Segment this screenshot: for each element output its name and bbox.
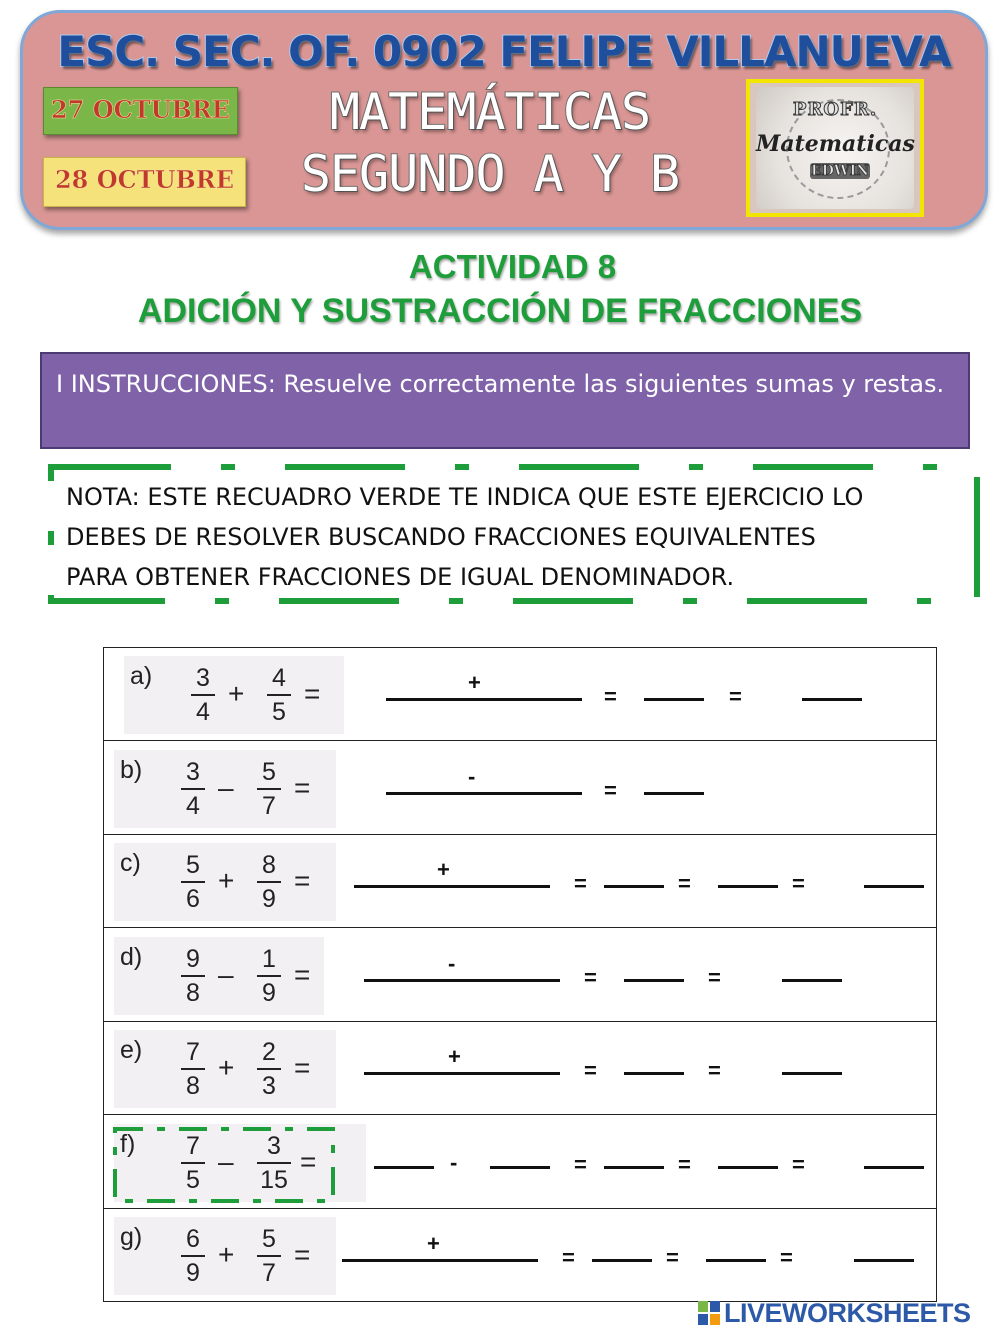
exercise-row [104, 648, 936, 741]
exercise-row [104, 1116, 936, 1209]
answer-line[interactable] [864, 1166, 924, 1169]
exercise-letter: f) [120, 1129, 136, 1158]
answer-line[interactable] [854, 1259, 914, 1262]
logo-text-2: Matematicas [756, 131, 915, 157]
numerator: 3 [196, 664, 210, 692]
logo-text-1: PROFR. [792, 99, 878, 120]
numerator: 6 [186, 1225, 200, 1253]
numerator: 7 [186, 1038, 200, 1066]
fraction [254, 756, 284, 822]
answer-equals: = [584, 964, 597, 990]
note-line: NOTA: ESTE RECUADRO VERDE TE INDICA QUE ESTE EJERCICIO LO [66, 483, 864, 511]
exercise-row [104, 742, 936, 835]
answer-line[interactable] [864, 885, 924, 888]
exercise-table [103, 647, 937, 1302]
equals-sign: = [294, 771, 311, 803]
exercise-letter: a) [130, 662, 153, 690]
answer-operator: - [468, 763, 476, 789]
equals-sign: = [300, 1145, 317, 1177]
exercise-row [104, 1209, 936, 1302]
fraction [264, 662, 294, 728]
answer-equals: = [708, 1058, 721, 1083]
denominator: 7 [262, 791, 276, 820]
date-badge-1: 27 OCTUBRE [43, 87, 238, 135]
header-banner [20, 10, 988, 230]
answer-operator: + [437, 857, 450, 882]
numerator: 8 [262, 851, 276, 879]
answer-line[interactable] [592, 1259, 652, 1262]
activity-subtitle: ADICIÓN Y SUSTRACCIÓN DE FRACCIONES [137, 292, 863, 330]
exercise-prompt [124, 656, 344, 734]
date-badge-2: 28 OCTUBRE [43, 157, 246, 207]
answer-operator: + [448, 1044, 461, 1069]
answer-line[interactable] [624, 979, 684, 982]
answer-operator: - [450, 1149, 458, 1175]
answer-line[interactable] [374, 1166, 434, 1169]
numerator: 5 [262, 757, 276, 786]
note-box [48, 463, 983, 607]
operator: + [218, 1239, 235, 1270]
answer-equals: = [792, 871, 805, 896]
answer-line[interactable] [782, 979, 842, 982]
denominator: 4 [196, 698, 210, 726]
answer-operator: - [448, 950, 456, 976]
equals-sign: = [294, 865, 311, 896]
operator: + [218, 865, 235, 896]
answer-equals: = [780, 1245, 793, 1270]
fraction [254, 1223, 284, 1289]
exercise-letter: d) [120, 942, 143, 971]
liveworksheets-brand [698, 1298, 971, 1328]
operator: – [218, 771, 234, 803]
operator: – [218, 1145, 234, 1177]
grade-title: SEGUNDO A Y B [300, 145, 680, 203]
numerator: 7 [186, 1131, 200, 1160]
exercise-prompt [114, 750, 336, 828]
answer-operator: + [427, 1231, 440, 1256]
denominator: 8 [186, 978, 200, 1007]
answer-equals: = [574, 1151, 587, 1177]
denominator: 4 [186, 791, 200, 820]
teacher-logo [746, 79, 924, 217]
answer-line[interactable] [604, 1166, 664, 1169]
answer-operator: + [468, 670, 481, 695]
answer-equals: = [708, 964, 721, 990]
answer-line[interactable] [364, 979, 560, 982]
note-line: PARA OBTENER FRACCIONES DE IGUAL DENOMINADOR. [66, 563, 735, 591]
operator: + [228, 678, 245, 709]
numerator: 3 [186, 757, 200, 786]
exercise-prompt [114, 937, 324, 1015]
activity-title: ACTIVIDAD 8 [408, 248, 617, 285]
answer-line[interactable] [802, 698, 862, 701]
answer-equals: = [562, 1245, 575, 1270]
fraction [188, 662, 218, 728]
equals-sign: = [294, 1239, 311, 1270]
fraction [178, 943, 208, 1009]
denominator: 6 [186, 885, 200, 913]
answer-line[interactable] [718, 885, 778, 888]
denominator: 3 [262, 1072, 276, 1100]
answer-line[interactable] [490, 1166, 550, 1169]
exercise-prompt [114, 1217, 336, 1295]
numerator: 3 [267, 1131, 281, 1160]
exercise-prompt [114, 843, 336, 921]
numerator: 1 [262, 944, 276, 973]
subject-title: MATEMÁTICAS [329, 83, 651, 141]
answer-line[interactable] [364, 1072, 560, 1075]
answer-line[interactable] [624, 1072, 684, 1075]
exercise-row [104, 835, 936, 928]
exercise-letter: e) [120, 1036, 143, 1064]
exercise-row [104, 1022, 936, 1115]
answer-line[interactable] [386, 698, 582, 701]
fraction [178, 1223, 208, 1289]
numerator: 2 [262, 1038, 276, 1066]
denominator: 9 [262, 978, 276, 1007]
exercise-letter: c) [120, 849, 141, 877]
numerator: 5 [262, 1225, 276, 1253]
answer-equals: = [792, 1151, 805, 1177]
denominator: 5 [186, 1165, 200, 1194]
answer-line[interactable] [706, 1259, 766, 1262]
operator: – [218, 958, 234, 990]
fraction [254, 943, 284, 1009]
liveworksheets-logo-icon [698, 1301, 720, 1325]
equals-sign: = [304, 678, 321, 709]
footer-text: LIVEWORKSHEETS [724, 1298, 971, 1328]
note-line: DEBES DE RESOLVER BUSCANDO FRACCIONES EQUIVALENTES [66, 523, 816, 551]
answer-line[interactable] [782, 1072, 842, 1075]
answer-equals: = [604, 777, 617, 803]
answer-equals: = [729, 684, 742, 709]
denominator: 15 [260, 1165, 288, 1194]
answer-line[interactable] [604, 885, 664, 888]
exercise-letter: g) [120, 1223, 143, 1251]
fraction [178, 756, 208, 822]
numerator: 5 [186, 851, 200, 879]
logo-image [756, 87, 914, 209]
answer-line[interactable] [644, 698, 704, 701]
answer-line[interactable] [718, 1166, 778, 1169]
answer-line[interactable] [386, 792, 582, 795]
fraction [254, 1036, 284, 1102]
equals-sign: = [294, 958, 311, 990]
answer-line[interactable] [644, 792, 704, 795]
fraction [178, 1036, 208, 1102]
logo-text-3: EDWIN [811, 163, 869, 179]
equals-sign: = [294, 1052, 311, 1083]
denominator: 8 [186, 1072, 200, 1100]
answer-line[interactable] [342, 1259, 538, 1262]
instructions-box: I INSTRUCCIONES: Resuelve correctamente las siguientes sumas y restas. [40, 352, 970, 449]
exercise-row [104, 929, 936, 1022]
school-name: ESC. SEC. OF. 0902 FELIPE VILLANUEVA [57, 27, 951, 76]
fraction [178, 849, 208, 915]
exercise-prompt [114, 1030, 336, 1108]
denominator: 7 [262, 1259, 276, 1287]
answer-equals: = [604, 684, 617, 709]
denominator: 9 [186, 1259, 200, 1287]
numerator: 9 [186, 944, 200, 973]
numerator: 4 [272, 664, 286, 692]
answer-equals: = [574, 871, 587, 896]
answer-equals: = [584, 1058, 597, 1083]
note-text [66, 477, 966, 597]
denominator: 9 [262, 885, 276, 913]
exercise-letter: b) [120, 755, 143, 784]
answer-equals: = [678, 871, 691, 896]
answer-line[interactable] [354, 885, 550, 888]
fraction [254, 849, 284, 915]
equivalent-fraction-marker [112, 1126, 336, 1204]
denominator: 5 [272, 698, 286, 726]
operator: + [218, 1052, 235, 1083]
answer-equals: = [666, 1245, 679, 1270]
answer-equals: = [678, 1151, 691, 1177]
